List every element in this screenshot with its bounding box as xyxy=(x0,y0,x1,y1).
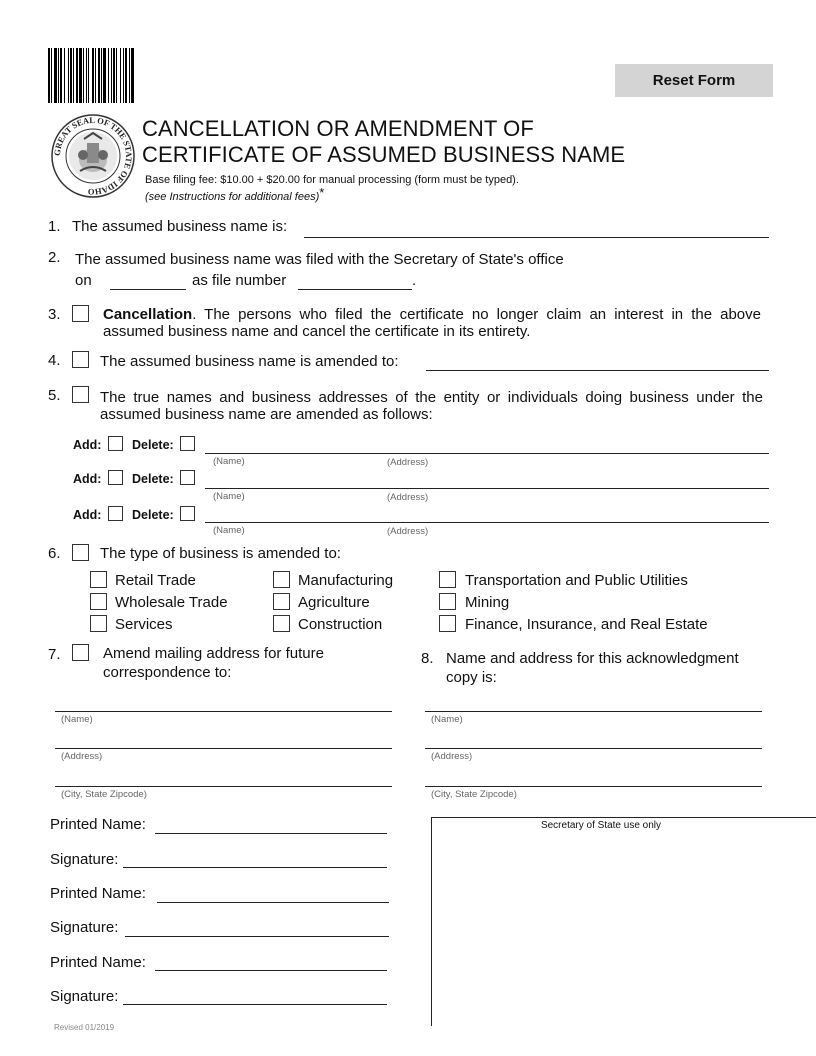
printed-name-label-3: Printed Name: xyxy=(50,954,146,971)
ack-city-hint: (City, State Zipcode) xyxy=(431,789,517,800)
delete-checkbox-2[interactable] xyxy=(180,470,195,485)
item-2-number: 2. xyxy=(48,249,61,266)
assumed-name-field[interactable] xyxy=(304,237,769,238)
construction-checkbox[interactable] xyxy=(273,615,290,632)
agriculture-label: Agriculture xyxy=(298,594,370,611)
item-8-line-2: copy is: xyxy=(446,669,497,686)
fee-line: Base filing fee: $10.00 + $20.00 for manual processing (form must be typed). xyxy=(145,174,519,186)
name-hint-1: (Name) xyxy=(213,456,245,467)
manufacturing-checkbox[interactable] xyxy=(273,571,290,588)
finance-label: Finance, Insurance, and Real Estate xyxy=(465,616,708,633)
amended-name-field[interactable] xyxy=(426,370,769,371)
item-1-label: The assumed business name is: xyxy=(72,218,288,235)
barcode xyxy=(48,48,210,103)
add-label-3: Add: xyxy=(73,508,102,522)
signature-label-3: Signature: xyxy=(50,988,119,1005)
ack-name-hint: (Name) xyxy=(431,714,463,725)
item-4-number: 4. xyxy=(48,352,61,369)
item-6-number: 6. xyxy=(48,545,61,562)
sos-use-label: Secretary of State use only xyxy=(540,820,662,831)
mining-checkbox[interactable] xyxy=(439,593,456,610)
mailing-name-hint: (Name) xyxy=(61,714,93,725)
printed-name-label-2: Printed Name: xyxy=(50,885,146,902)
add-checkbox-1[interactable] xyxy=(108,436,123,451)
printed-name-field-3[interactable] xyxy=(155,970,387,971)
amend-row-1-field[interactable] xyxy=(205,453,769,454)
revised-footer: Revised 01/2019 xyxy=(54,1023,115,1032)
wholesale-trade-label: Wholesale Trade xyxy=(115,594,228,611)
item-6-label: The type of business is amended to: xyxy=(100,545,341,562)
item-7-number: 7. xyxy=(48,646,61,663)
add-label-2: Add: xyxy=(73,472,102,486)
item-8-number: 8. xyxy=(421,650,434,667)
ack-name-field[interactable] xyxy=(425,711,762,712)
delete-label-2: Delete: xyxy=(132,472,174,486)
cancellation-checkbox[interactable] xyxy=(72,305,89,322)
add-checkbox-2[interactable] xyxy=(108,470,123,485)
finance-checkbox[interactable] xyxy=(439,615,456,632)
item-3-bold: Cancellation xyxy=(103,306,193,323)
retail-trade-checkbox[interactable] xyxy=(90,571,107,588)
item-3-text xyxy=(103,306,761,340)
printed-name-label-1: Printed Name: xyxy=(50,816,146,833)
svg-text:GREAT SEAL OF THE STATE OF IDA: GREAT SEAL OF THE STATE OF IDAHO xyxy=(51,114,135,198)
ack-address-field[interactable] xyxy=(425,748,762,749)
item-3-number: 3. xyxy=(48,306,61,323)
ack-address-hint: (Address) xyxy=(431,751,473,762)
item-4-label: The assumed business name is amended to: xyxy=(100,353,399,370)
item-7-line-1: Amend mailing address for future xyxy=(103,645,324,662)
signature-label-2: Signature: xyxy=(50,919,119,936)
transportation-checkbox[interactable] xyxy=(439,571,456,588)
mailing-city-hint: (City, State Zipcode) xyxy=(61,789,147,800)
retail-trade-label: Retail Trade xyxy=(115,572,196,589)
address-hint-1: (Address) xyxy=(387,457,429,468)
fee-asterisk: * xyxy=(319,185,325,200)
item-2-on: on xyxy=(75,272,92,289)
printed-name-field-1[interactable] xyxy=(155,833,387,834)
agriculture-checkbox[interactable] xyxy=(273,593,290,610)
ack-city-field[interactable] xyxy=(425,786,762,787)
item-5-text: The true names and business addresses of the entity or individuals doing business under the assumed business name are amended as follows: xyxy=(100,389,763,423)
name-hint-2: (Name) xyxy=(213,491,245,502)
fee-note xyxy=(145,185,325,203)
title-line-2: CERTIFICATE OF ASSUMED BUSINESS NAME xyxy=(142,142,626,167)
reset-form-button[interactable]: Reset Form xyxy=(615,64,773,97)
item-2-label: The assumed business name was filed with the Secretary of State's office xyxy=(75,251,564,268)
amend-names-checkbox[interactable] xyxy=(72,386,89,403)
file-number-field[interactable] xyxy=(298,289,412,290)
services-label: Services xyxy=(115,616,173,633)
item-1-number: 1. xyxy=(48,218,61,235)
address-hint-3: (Address) xyxy=(387,526,429,537)
mailing-address-hint: (Address) xyxy=(61,751,103,762)
transportation-label: Transportation and Public Utilities xyxy=(465,572,688,589)
delete-checkbox-1[interactable] xyxy=(180,436,195,451)
delete-label-1: Delete: xyxy=(132,438,174,452)
manufacturing-label: Manufacturing xyxy=(298,572,394,589)
item-8-line-1: Name and address for this acknowledgment xyxy=(446,650,739,667)
fee-note-text: (see Instructions for additional fees) xyxy=(145,191,320,203)
item-2-as-file: as file number xyxy=(192,272,287,289)
item-2-period: . xyxy=(412,272,417,289)
construction-label: Construction xyxy=(298,616,383,633)
sos-use-box xyxy=(431,817,816,1026)
printed-name-field-2[interactable] xyxy=(157,902,389,903)
state-seal-icon xyxy=(50,113,136,199)
amend-row-2-field[interactable] xyxy=(205,488,769,489)
add-label-1: Add: xyxy=(73,438,102,452)
address-hint-2: (Address) xyxy=(387,492,429,503)
mailing-address-checkbox[interactable] xyxy=(72,644,89,661)
item-3-rest: . The persons who filed the certificate no longer claim an interest in the above assumed business name and cancel the certificate in its entirety. xyxy=(103,306,761,340)
mailing-address-field[interactable] xyxy=(55,748,392,749)
filing-date-field[interactable] xyxy=(110,289,186,290)
name-hint-3: (Name) xyxy=(213,525,245,536)
signature-field-3[interactable] xyxy=(123,1004,387,1005)
services-checkbox[interactable] xyxy=(90,615,107,632)
add-checkbox-3[interactable] xyxy=(108,506,123,521)
title-line-1: CANCELLATION OR AMENDMENT OF xyxy=(142,116,534,141)
amend-type-checkbox[interactable] xyxy=(72,544,89,561)
delete-label-3: Delete: xyxy=(132,508,174,522)
amend-row-3-field[interactable] xyxy=(205,522,769,523)
wholesale-trade-checkbox[interactable] xyxy=(90,593,107,610)
item-7-line-2: correspondence to: xyxy=(103,664,232,681)
amend-name-checkbox[interactable] xyxy=(72,351,89,368)
delete-checkbox-3[interactable] xyxy=(180,506,195,521)
mailing-city-field[interactable] xyxy=(55,786,392,787)
signature-field-2[interactable] xyxy=(125,936,389,937)
mining-label: Mining xyxy=(465,594,510,611)
item-5-number: 5. xyxy=(48,387,61,404)
mailing-name-field[interactable] xyxy=(55,711,392,712)
signature-field-1[interactable] xyxy=(123,867,387,868)
signature-label-1: Signature: xyxy=(50,851,119,868)
